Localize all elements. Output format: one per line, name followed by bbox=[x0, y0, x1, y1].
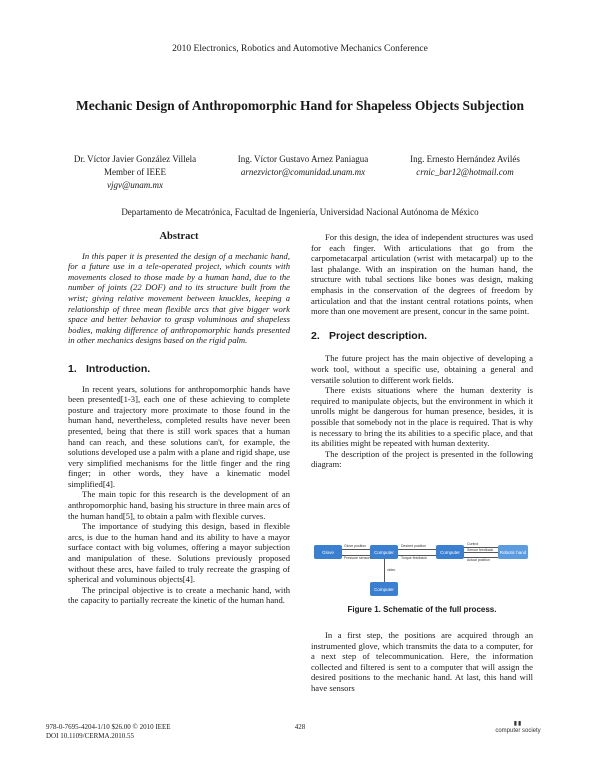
label-actual-position: Actual position bbox=[467, 558, 490, 562]
label-pressure-sensors: Pressure sensors bbox=[344, 556, 372, 560]
label-video: video bbox=[387, 568, 396, 572]
computer-box-1: Computer bbox=[370, 545, 398, 559]
design-paragraph: For this design, the idea of independent structures was used for each finger. With articulations that go from the carpometacarpal articulation (wrist with metacarpal) up to the last phalange. With an inspiration on the human hand, the structure with tubal sections like bones was design, making emphasis in the conservation of the degrees of freedom by articulation and that the instant central rotations points, when more than one movement are present, concur in the same point. bbox=[311, 232, 533, 317]
conference-header: 2010 Electronics, Robotics and Automotive Mechanics Conference bbox=[172, 44, 428, 54]
section-1-heading bbox=[68, 364, 290, 375]
author-2-email[interactable]: arnezvictor@comunidad.unam.mx bbox=[240, 167, 366, 177]
author-2-name: Ing. Víctor Gustavo Arnez Paniagua bbox=[237, 154, 369, 164]
after-figure-paragraph: In a first step, the positions are acquired through an instrumented glove, which transmits the data to a computer, for a next step of telecommunication. Here, the information collected and filtered is sent to a computer that will assign the desired positions to the mechanic hand. At last, this hand will have sensors bbox=[311, 630, 533, 693]
robotic-hand-box: Robotic hand bbox=[498, 545, 528, 559]
label-control: Control bbox=[467, 542, 479, 546]
footer-isbn: 978-0-7695-4204-1/10 $26.00 © 2010 IEEE bbox=[46, 723, 171, 731]
section-2-paragraph: The description of the project is presented in the following diagram: bbox=[311, 448, 533, 470]
left-column bbox=[68, 232, 290, 606]
arrow-glove-to-computer bbox=[342, 549, 370, 550]
figure-1-diagram bbox=[312, 536, 534, 604]
arrow-video bbox=[384, 559, 385, 582]
label-desired-position: Desired position bbox=[401, 544, 427, 548]
section-1-number: 1. bbox=[68, 362, 77, 375]
footer-doi: DOI 10.1109/CERMA.2010.55 bbox=[46, 732, 135, 740]
logo-text: computer society bbox=[495, 728, 541, 734]
section-1-paragraph: The main topic for this research is the development of an anthropomorphic hand, basing his structure in three main arcs of the human hand[5], to obtain a palm with flexible curves. bbox=[68, 489, 290, 521]
section-2-paragraph: The future project has the main objective of developing a work tool, without a specific use, obtaining a general and versatile solution to different work fields. bbox=[311, 353, 533, 385]
section-2-paragraph: There exists situations where the human dexterity is required to manipulate objects, but the environment in which it unrolls might be dangerous for human presence, besides, it is possible that somebody not in the place is required. That is why is necessary to bring the its abilities to a specific place, and that its abilities might be repeated with human dexterity. bbox=[311, 385, 533, 449]
author-1-name: Dr. Víctor Javier González Villela bbox=[73, 154, 197, 164]
right-column-after-figure bbox=[311, 630, 533, 694]
computer-society-logo bbox=[492, 721, 544, 735]
right-column bbox=[311, 232, 533, 470]
abstract-heading: Abstract bbox=[159, 231, 199, 242]
author-1-membership: Member of IEEE bbox=[104, 167, 166, 177]
author-1 bbox=[60, 153, 210, 192]
author-3-email[interactable]: crnic_bar12@hotmail.com bbox=[416, 167, 514, 177]
author-3-name: Ing. Ernesto Hernández Avilés bbox=[410, 154, 520, 164]
arrow-computer-to-computer bbox=[398, 549, 436, 550]
page-number: 428 bbox=[294, 723, 306, 731]
glove-box: Glove bbox=[314, 545, 342, 559]
computer-box-2: Computer bbox=[436, 545, 464, 559]
section-2-heading bbox=[311, 331, 533, 342]
logo-icon: ▮▮ bbox=[513, 721, 523, 727]
footer-ids bbox=[46, 723, 246, 741]
abstract-text: In this paper it is presented the design of a mechanic hand, for a future use in a tele-operated project, which counts with movements closed to those made by a human hand, due to the number of joints (22 DOF) and to its structure built from the wrist; giving relative movement between knuckles, keeping a relationship of three mean flexible arcs that give bigger work space and better behavior to grasp voluminous and shapeless bodies, making difference of anthropomorphic hands presented in other mechanics designs based on the rigid palm. bbox=[68, 250, 290, 346]
label-torque-feedback: Torque feedback bbox=[401, 556, 427, 560]
author-1-email[interactable]: vjgv@unam.mx bbox=[106, 180, 163, 190]
figure-1-caption: Figure 1. Schematic of the full process. bbox=[347, 605, 497, 614]
section-1-paragraph: In recent years, solutions for anthropomorphic hands have been presented[1-3], each one of these achieving to complete posture and trajectory more proximate to those found in the human hand, nevertheless, completed results have never been presented, being that there is still work spaces that a human hand can reach, and these solutions can't, for example, the solutions developed use a palm with a plane and rigid shape, use very simplified mechanisms for the little finger and the ring finger; in other words, they have a kinematic model simplified[4]. bbox=[68, 383, 290, 489]
label-sensor-feedback: Sensor feedback bbox=[467, 548, 494, 552]
section-2-title: Project description. bbox=[329, 329, 428, 342]
arrow-sensor-feedback bbox=[464, 552, 498, 553]
section-1-paragraph: The principal objective is to create a mechanic hand, with the capacity to partially recreate the kinetic of the human hand. bbox=[68, 584, 290, 606]
section-1-title: Introduction. bbox=[86, 362, 151, 375]
section-2-number: 2. bbox=[311, 329, 320, 342]
paper-title: Mechanic Design of Anthropomorphic Hand for Shapeless Objects Subjection bbox=[75, 98, 525, 113]
label-glove-position: Glove position bbox=[344, 544, 367, 548]
section-1-paragraph: The importance of studying this design, based in flexible arcs, is due to the human hand and its ability to have a mayor surface contact with big volumes, offering a mayor subjection and manipulation of these. Solutions previously proposed without these arcs, have failed to truly recreate the grasping of spherical and voluminous objects[4]. bbox=[68, 521, 290, 585]
author-2 bbox=[218, 153, 388, 179]
author-3 bbox=[390, 153, 540, 179]
computer-box-3: Computer bbox=[370, 582, 398, 596]
affiliation: Departamento de Mecatrónica, Facultad de Ingeniería, Universidad Nacional Autónoma de México bbox=[121, 207, 479, 217]
